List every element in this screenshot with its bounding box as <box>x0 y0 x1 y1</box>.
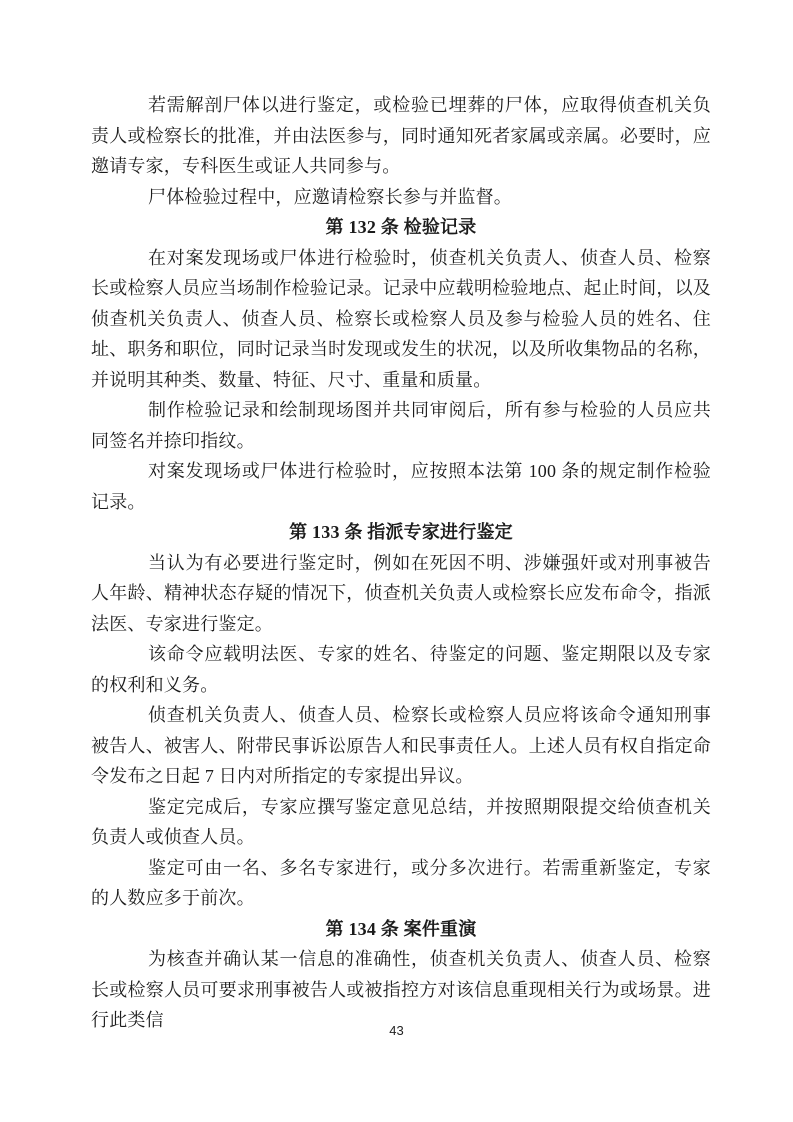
paragraph-order-notification-objection: 侦查机关负责人、侦查人员、检察长或检察人员应将该命令通知刑事被告人、被害人、附带民事诉讼原告人和民事责任人。上述人员有权自指定命令发布之日起 7 日内对所指定的专家提出异议。 <box>91 705 711 786</box>
paragraph-exam-record-contents: 在对案发现场或尸体进行检验时，侦查机关负责人、侦查人员、检察长或检察人员应当场制作检验记录。记录中应载明检验地点、起止时间，以及侦查机关负责人、侦查人员、检察长或检察人员及参与检验人员的姓名、住址、职务和职位，同时记录当时发现或发生的状况，以及所收集物品的名称，并说明其种类、数量、特征、尺寸、重量和质量。 <box>91 247 711 390</box>
page-footer <box>0 1022 793 1040</box>
article-heading-132: 第 132 条 检验记录 <box>325 217 477 237</box>
paragraph-expert-opinion-submission: 鉴定完成后，专家应撰写鉴定意见总结，并按照期限提交给侦查机关负责人或侦查人员。 <box>91 796 711 847</box>
paragraph-case-reenactment: 为核查并确认某一信息的准确性，侦查机关负责人、侦查人员、检察长或检察人员可要求刑事被告人或被指控方对该信息重现相关行为或场景。进行此类信 <box>91 949 711 1030</box>
paragraph-body-exam-supervision: 尸体检验过程中，应邀请检察长参与并监督。 <box>148 186 512 207</box>
article-heading-134: 第 134 条 案件重演 <box>325 918 477 939</box>
paragraph-order-contents: 该命令应载明法医、专家的姓名、待鉴定的问题、鉴定期限以及专家的权利和义务。 <box>91 644 711 695</box>
paragraph-record-per-article-100: 对案发现场或尸体进行检验时，应按照本法第 100 条的规定制作检验记录。 <box>91 461 711 512</box>
paragraph-autopsy-approval: 若需解剖尸体以进行鉴定，或检验已埋葬的尸体，应取得侦查机关负责人或检察长的批准，并由法医参与，同时通知死者家属或亲属。必要时，应邀请专家，专科医生或证人共同参与。 <box>91 95 711 176</box>
article-heading-133: 第 133 条 指派专家进行鉴定 <box>289 522 513 542</box>
paragraph-expert-appointment-order: 当认为有必要进行鉴定时，例如在死因不明、涉嫌强奸或对刑事被告人年龄、精神状态存疑的情况下，侦查机关负责人或检察长应发布命令，指派法医、专家进行鉴定。 <box>91 552 711 634</box>
document-body <box>91 90 711 1036</box>
page-number: 43 <box>389 1023 404 1038</box>
paragraph-expert-number: 鉴定可由一名、多名专家进行，或分多次进行。若需重新鉴定，专家的人数应多于前次。 <box>91 857 711 908</box>
paragraph-record-signing: 制作检验记录和绘制现场图并共同审阅后，所有参与检验的人员应共同签名并捺印指纹。 <box>91 400 711 451</box>
